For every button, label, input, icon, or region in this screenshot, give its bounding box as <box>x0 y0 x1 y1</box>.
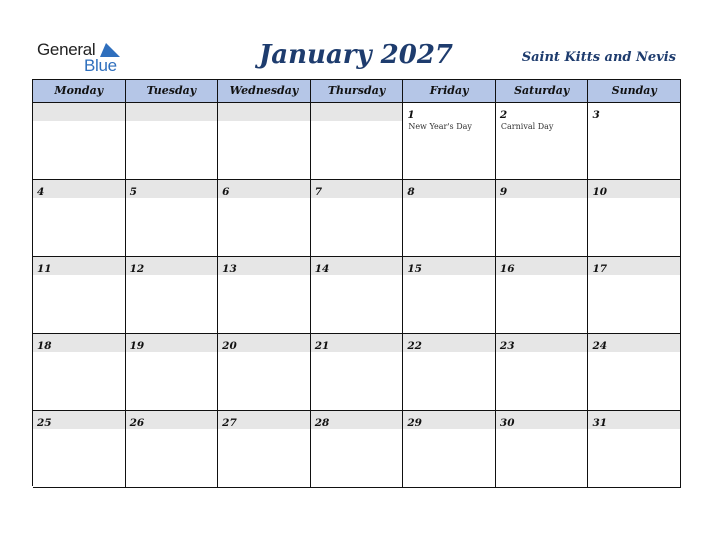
day-number: 17 <box>592 263 608 275</box>
weekday-header: Wednesday <box>218 80 311 103</box>
day-cell[interactable] <box>496 411 589 488</box>
day-cell[interactable] <box>588 103 681 180</box>
day-number: 4 <box>37 186 45 198</box>
day-number: 27 <box>222 417 237 429</box>
day-number: 14 <box>314 263 330 275</box>
calendar-week-row <box>33 180 681 257</box>
day-number: 8 <box>407 186 415 198</box>
day-number: 1 <box>407 109 415 121</box>
day-number-band <box>33 103 125 121</box>
day-cell[interactable] <box>403 411 496 488</box>
day-number: 7 <box>314 186 323 198</box>
calendar-weeks <box>33 103 681 488</box>
day-number-band <box>126 334 218 352</box>
day-cell[interactable] <box>496 257 589 334</box>
day-number: 31 <box>592 417 608 429</box>
calendar-week-row <box>33 103 681 180</box>
day-number-band <box>126 180 218 198</box>
day-number: 25 <box>37 417 52 429</box>
day-cell[interactable] <box>311 411 404 488</box>
day-number: 18 <box>37 340 52 352</box>
generalblue-logo <box>37 40 127 76</box>
day-number-band <box>403 411 495 429</box>
weekday-header: Monday <box>33 80 126 103</box>
day-number: 19 <box>129 340 145 352</box>
day-number-band <box>33 334 125 352</box>
day-number: 9 <box>499 186 508 198</box>
day-cell[interactable] <box>33 180 126 257</box>
weekday-header-row <box>33 80 681 103</box>
day-number-band <box>218 180 310 198</box>
day-cell[interactable] <box>126 411 219 488</box>
day-number-band <box>126 411 218 429</box>
day-number-band <box>403 334 495 352</box>
day-number: 23 <box>499 340 515 352</box>
day-number: 15 <box>407 263 422 275</box>
day-number-band <box>218 257 310 275</box>
day-cell[interactable] <box>496 103 589 180</box>
day-number: 24 <box>592 340 608 352</box>
day-number-band <box>496 180 588 198</box>
calendar-week-row <box>33 411 681 488</box>
day-cell[interactable] <box>33 257 126 334</box>
day-cell[interactable] <box>311 180 404 257</box>
weekday-header: Sunday <box>588 80 681 103</box>
day-cell[interactable] <box>403 103 496 180</box>
day-number-band <box>588 334 680 352</box>
logo-triangle-icon <box>100 43 120 57</box>
day-number: 29 <box>407 417 422 429</box>
day-number-band <box>218 411 310 429</box>
day-cell[interactable] <box>126 103 219 180</box>
day-cell[interactable] <box>311 334 404 411</box>
day-number-band <box>126 257 218 275</box>
day-number-band <box>218 103 310 121</box>
day-cell[interactable] <box>218 103 311 180</box>
day-number: 6 <box>222 186 230 198</box>
day-cell[interactable] <box>311 103 404 180</box>
day-number-band <box>311 180 403 198</box>
day-number-band <box>588 411 680 429</box>
day-cell[interactable] <box>496 180 589 257</box>
day-number-band <box>496 334 588 352</box>
day-number-band <box>311 334 403 352</box>
day-cell[interactable] <box>33 103 126 180</box>
day-number-band <box>311 411 403 429</box>
holiday-label: Carnival Day <box>500 122 554 131</box>
day-number: 28 <box>314 417 330 429</box>
day-number-band <box>311 257 403 275</box>
day-number: 30 <box>499 417 515 429</box>
day-cell[interactable] <box>218 334 311 411</box>
day-number-band <box>311 103 403 121</box>
day-number: 20 <box>222 340 237 352</box>
calendar-grid <box>32 79 681 486</box>
day-cell[interactable] <box>403 334 496 411</box>
day-cell[interactable] <box>33 411 126 488</box>
day-number-band <box>588 257 680 275</box>
day-number-band <box>496 103 588 121</box>
day-number: 2 <box>499 109 508 121</box>
weekday-header: Tuesday <box>126 80 219 103</box>
calendar-week-row <box>33 334 681 411</box>
day-number: 21 <box>314 340 330 352</box>
day-number: 26 <box>129 417 145 429</box>
day-number-band <box>33 411 125 429</box>
day-cell[interactable] <box>311 257 404 334</box>
day-number: 11 <box>37 263 52 275</box>
day-number-band <box>218 334 310 352</box>
day-cell[interactable] <box>126 180 219 257</box>
day-number-band <box>33 180 125 198</box>
day-number: 3 <box>592 109 600 121</box>
day-number-band <box>588 103 680 121</box>
holiday-label: New Year's Day <box>408 122 472 131</box>
day-cell[interactable] <box>403 257 496 334</box>
day-cell[interactable] <box>126 334 219 411</box>
day-number: 12 <box>129 263 145 275</box>
day-number-band <box>33 257 125 275</box>
day-number: 5 <box>129 186 137 198</box>
day-cell[interactable] <box>588 180 681 257</box>
day-cell[interactable] <box>218 257 311 334</box>
day-number: 13 <box>222 263 237 275</box>
day-number: 10 <box>592 186 608 198</box>
day-number: 22 <box>407 340 422 352</box>
day-cell[interactable] <box>218 411 311 488</box>
day-cell[interactable] <box>588 257 681 334</box>
day-cell[interactable] <box>403 180 496 257</box>
day-number-band <box>126 103 218 121</box>
day-number-band <box>496 411 588 429</box>
day-number-band <box>403 180 495 198</box>
day-number-band <box>403 257 495 275</box>
calendar-week-row <box>33 257 681 334</box>
weekday-header: Thursday <box>311 80 404 103</box>
day-number-band <box>403 103 495 121</box>
day-cell[interactable] <box>218 180 311 257</box>
logo-word-blue: Blue <box>84 56 117 75</box>
day-cell[interactable] <box>33 334 126 411</box>
day-cell[interactable] <box>588 334 681 411</box>
logo-word-general: General <box>37 40 96 59</box>
country-name: Saint Kitts and Nevis <box>521 50 676 65</box>
day-cell[interactable] <box>126 257 219 334</box>
day-number-band <box>496 257 588 275</box>
day-number: 16 <box>499 263 515 275</box>
calendar-title: January 2027 <box>258 40 454 70</box>
day-number-band <box>588 180 680 198</box>
weekday-header: Saturday <box>496 80 589 103</box>
weekday-header: Friday <box>403 80 496 103</box>
day-cell[interactable] <box>588 411 681 488</box>
day-cell[interactable] <box>496 334 589 411</box>
